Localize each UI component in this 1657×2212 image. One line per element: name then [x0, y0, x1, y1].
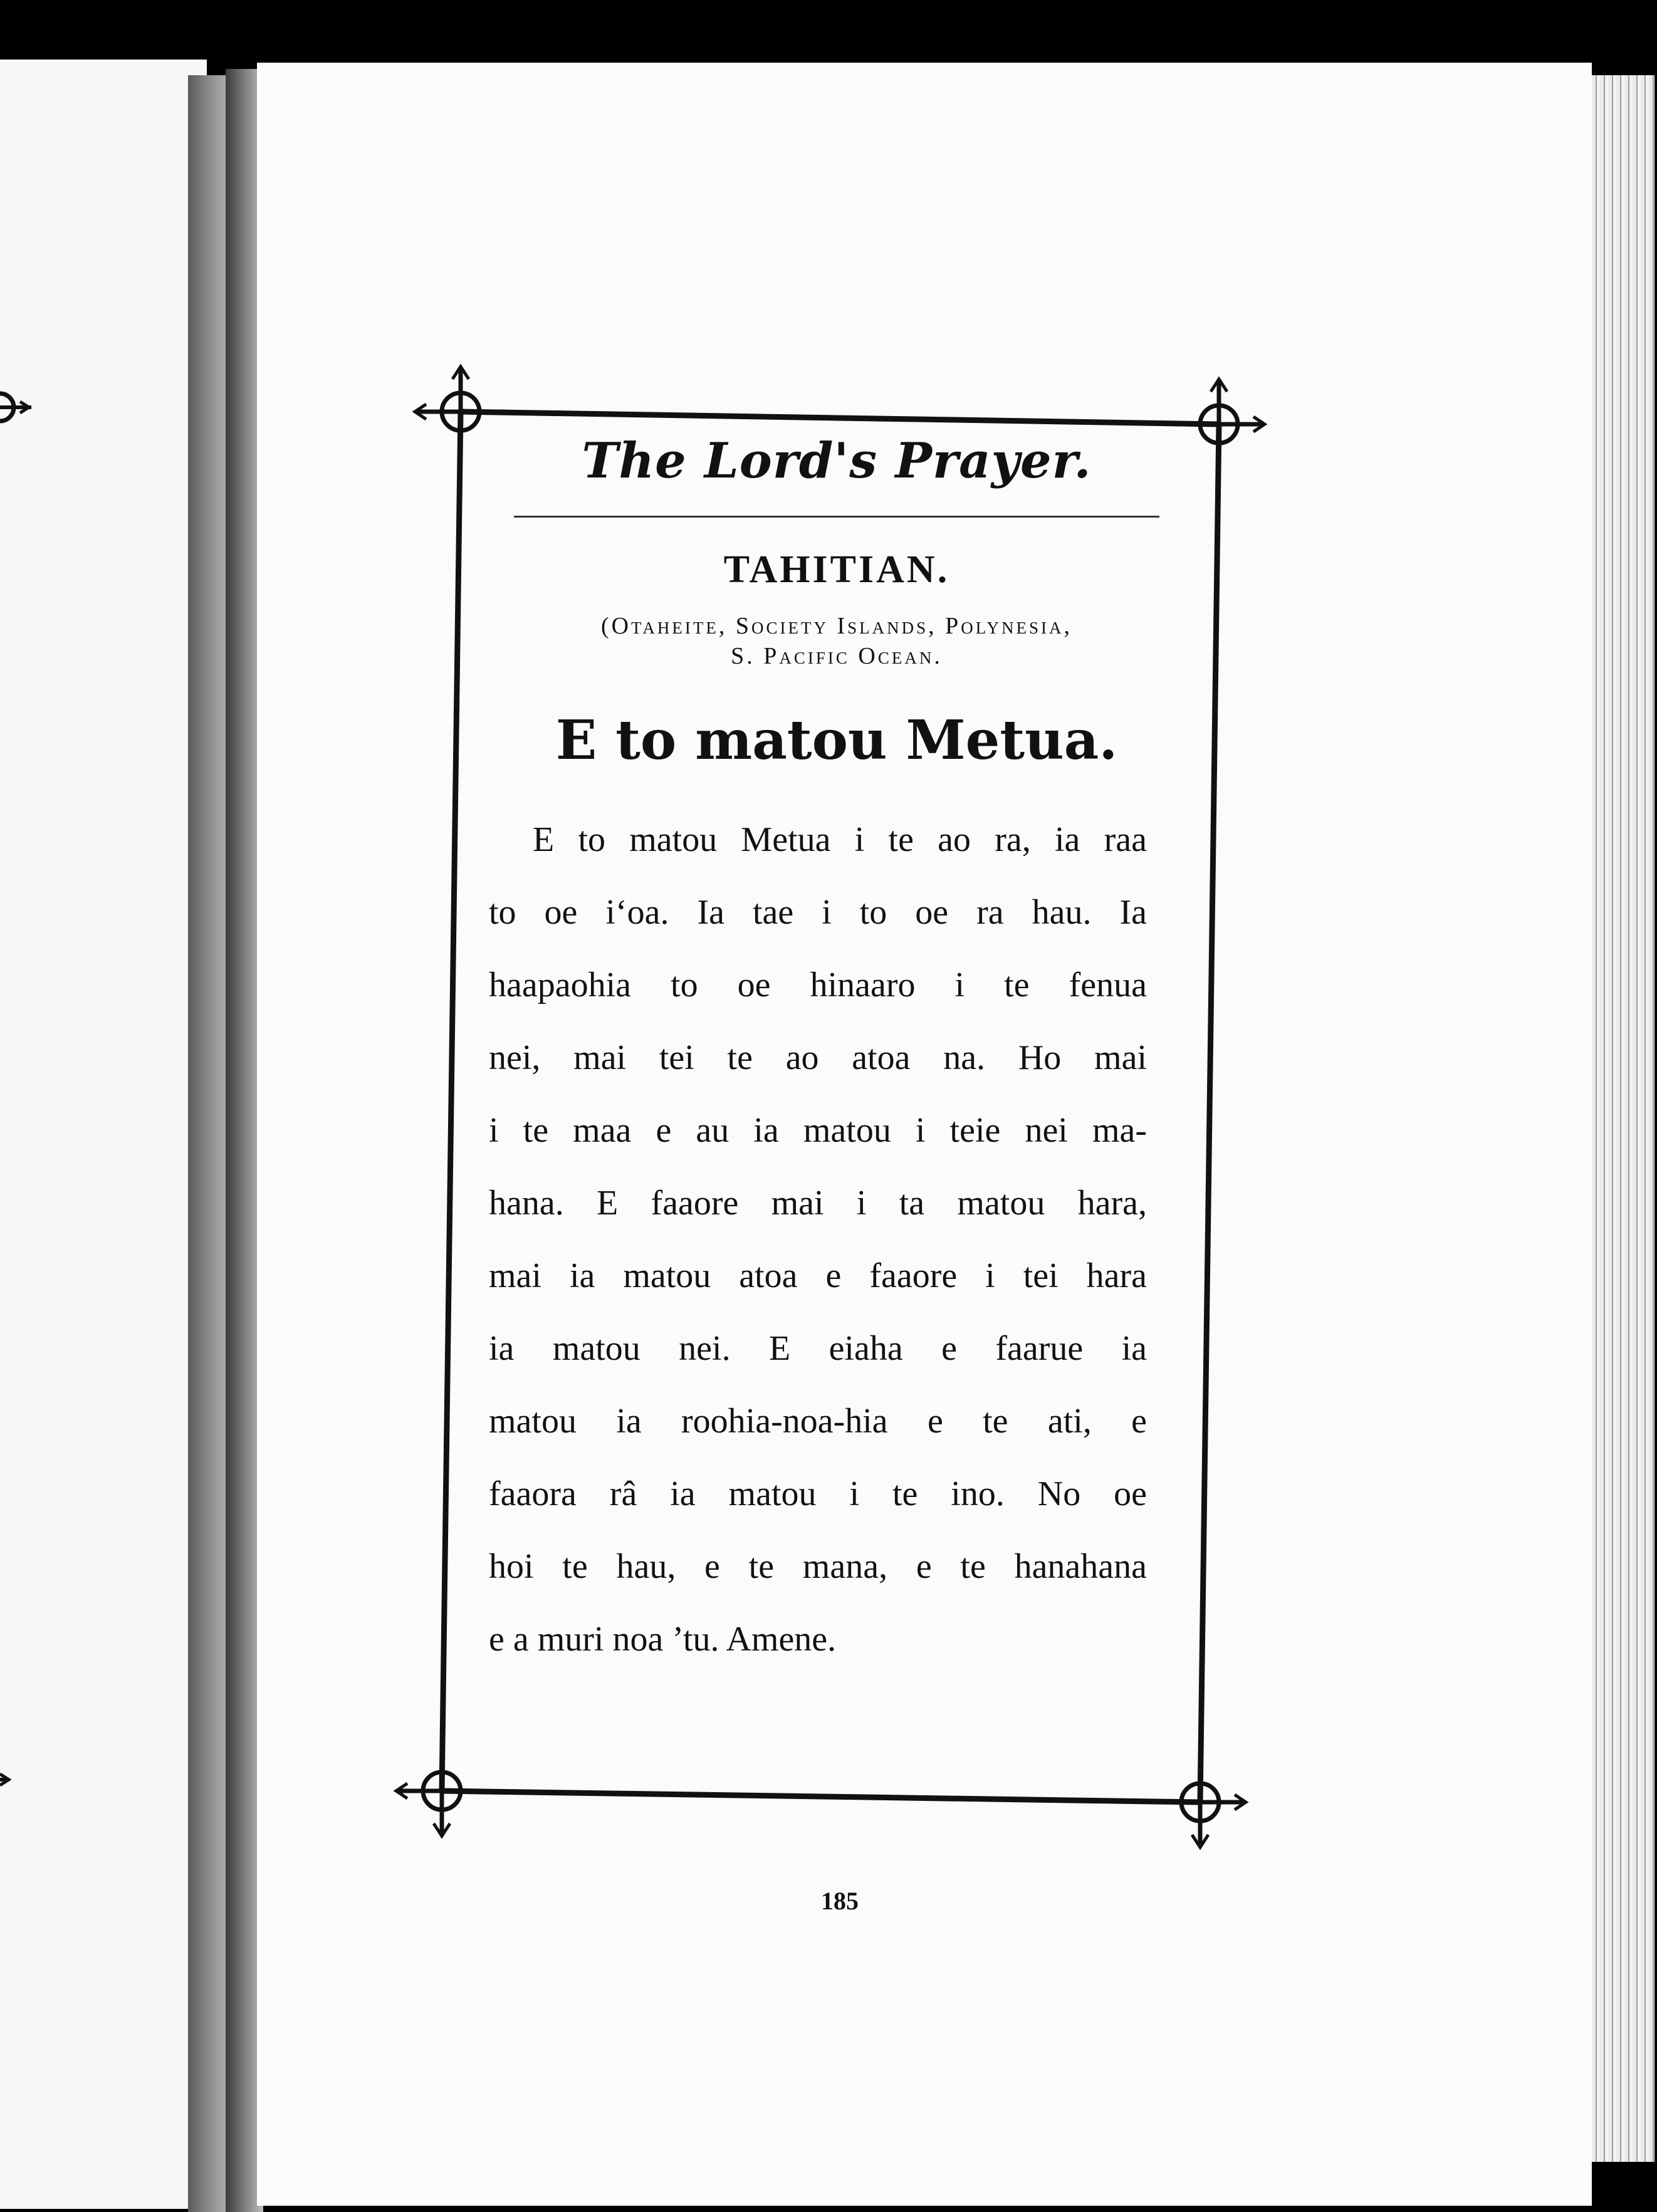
prayer-line: hana. E faaore mai i ta matou hara,	[489, 1184, 1147, 1223]
corner-ornament-bottom-right-icon	[1156, 1760, 1246, 1847]
region-line: (Otaheite, Society Islands, Polynesia,	[600, 613, 1073, 639]
prayer-line: haapaohia to oe hinaaro i te fenua	[489, 966, 1147, 1004]
prayer-line: to oe i‘oa. Ia tae i to oe ra hau. Ia	[489, 893, 1147, 932]
corner-ornament-top-right-icon	[1175, 379, 1265, 467]
prayer-line: mai ia matou atoa e faaore i tei hara	[489, 1256, 1147, 1295]
prayer-line: nei, mai tei te ao atoa na. Ho mai	[489, 1038, 1147, 1077]
prayer-line: E to matou Metua i te ao ra, ia raa	[533, 820, 1147, 859]
prayer-title: E to matou Metua.	[555, 709, 1118, 772]
prayer-line: matou ia roohia-noa-hia e te ati, e	[489, 1402, 1147, 1441]
prayer-panel	[489, 432, 1184, 1676]
heading-rule	[514, 516, 1159, 518]
prayer-text	[489, 803, 1147, 1676]
prayer-line: faaora râ ia matou i te ino. No oe	[489, 1474, 1147, 1513]
region-description	[489, 611, 1184, 671]
prayer-line: ia matou nei. E eiaha e faarue ia	[489, 1329, 1147, 1368]
region-line: S. Pacific Ocean.	[731, 643, 943, 669]
language-name: TAHITIAN.	[723, 548, 950, 591]
prayer-line: hoi te hau, e te mana, e te hanahana	[489, 1547, 1147, 1586]
page-heading: The Lord's Prayer.	[582, 432, 1092, 489]
prayer-line: i te maa e au ia matou i teie nei ma-	[489, 1111, 1147, 1150]
page-number: 185	[821, 1887, 859, 1915]
prayer-line: e a muri noa ’tu. Amene.	[489, 1620, 837, 1659]
corner-ornament-bottom-left-icon	[396, 1748, 486, 1836]
